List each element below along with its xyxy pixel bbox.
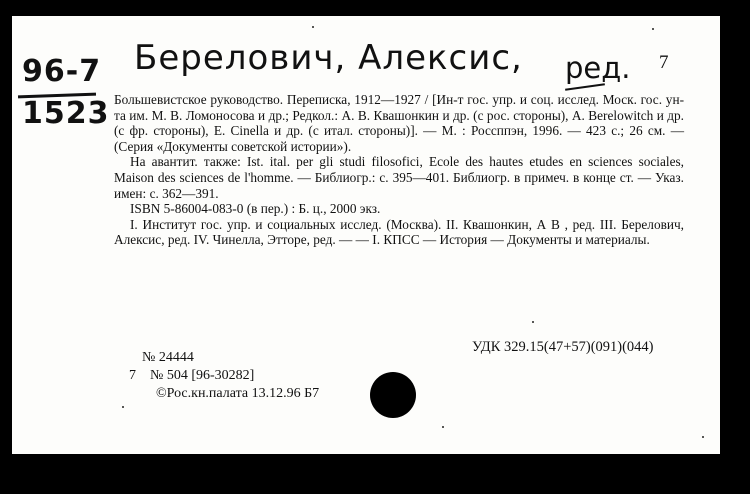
record-number: № 24444 (142, 350, 194, 365)
seven-mark: 7 (129, 368, 136, 383)
catalog-card (12, 16, 720, 454)
tracings-paragraph: I. Институт гос. упр. и социальных исслед. (Москва). II. Квашонкин, А В , ред. III. Берелович, Алексис, ред. IV. Чинелла, Этторе, ред. — — I. КПСС — История — Документы и материалы. (114, 216, 684, 248)
handwritten-role: ред. (565, 51, 631, 85)
isbn-paragraph: ISBN 5-86004-083-0 (в пер.) : Б. ц., 2000 экз. (130, 201, 381, 217)
registration-line (129, 368, 254, 384)
dust-speck (652, 28, 654, 30)
dust-speck (122, 406, 124, 408)
bibliographic-description (114, 92, 684, 248)
dust-speck (702, 436, 704, 438)
corner-number: 7 (659, 52, 669, 73)
shelfmark-bottom: 1523 (22, 96, 110, 131)
dust-speck (312, 26, 314, 28)
dust-speck (532, 321, 534, 323)
book-chamber-line: ©Рос.кн.палата 13.12.96 Б7 (156, 386, 320, 401)
dust-speck (442, 426, 444, 428)
udk-code: УДК 329.15(47+57)(091)(044) (472, 339, 654, 355)
registration-number: № 504 [96-30282] (150, 368, 255, 383)
punch-hole (370, 372, 416, 418)
title-paragraph: Большевистское руководство. Переписка, 1912—1927 / [Ин-т гос. упр. и соц. исслед. Моск. гос. ун-та им. М. В. Ломоносова и др.; Редкол.: А. В. Квашонкин и др. (с рос. стороны), A. Berelowitch и др. (с фр. стороны), Е. Cinella и др. (с итал. стороны)]. — М. : Россппэн, 1996. — 423 с.; 26 см. — (Серия «Документы советской истории»). (114, 92, 684, 154)
notes-paragraph: На авантит. также: Ist. ital. per gli studi filosofici, Ecole des hautes etudes en sciences sociales, Maison des sciences de l'homme. — Библиогр.: с. 395—401. Библиогр. в примеч. в конце ст. — Указ. имен: с. 362—391. (114, 154, 684, 201)
shelfmark-top: 96-7 (22, 54, 102, 89)
handwritten-author: Берелович, Алексис, (134, 38, 523, 78)
